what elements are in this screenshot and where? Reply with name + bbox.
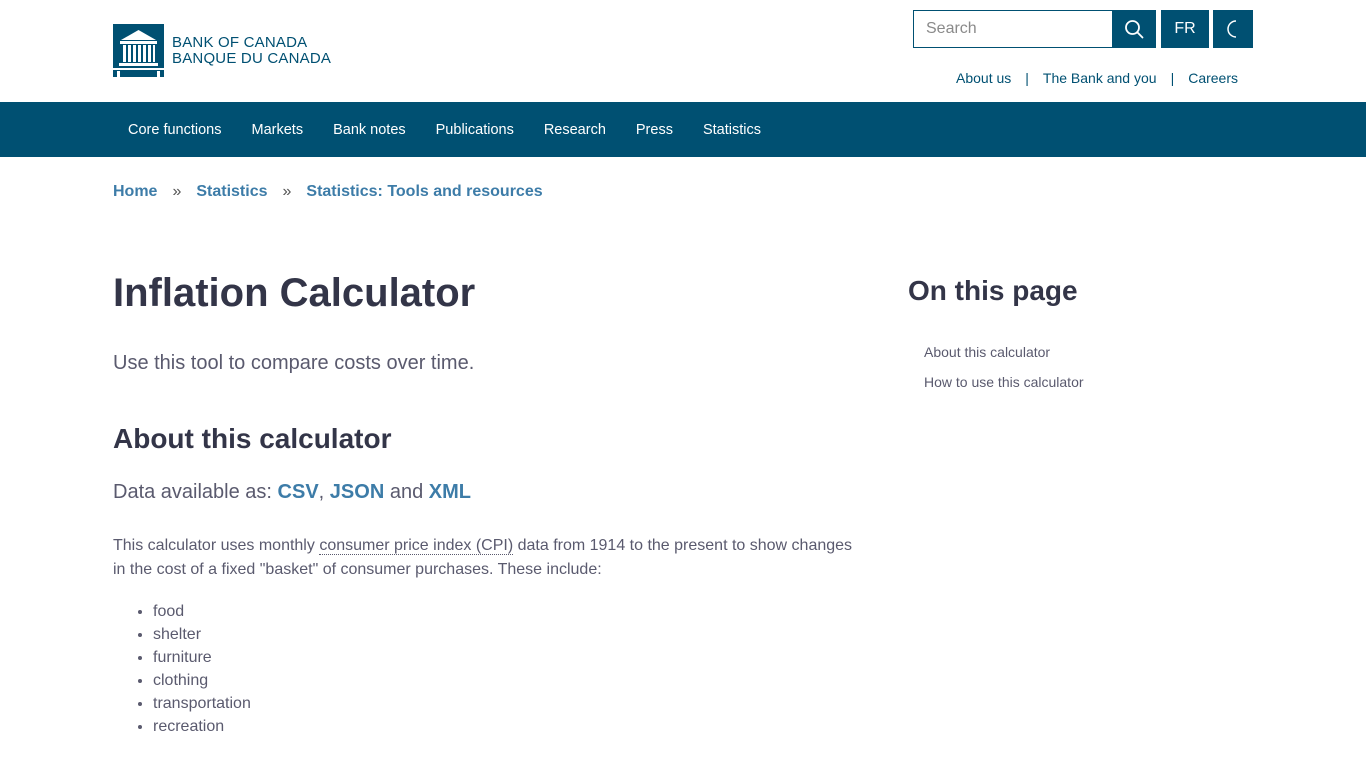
toc-link-about-calculator[interactable]: About this calculator <box>924 344 1051 360</box>
breadcrumb-separator: » <box>172 183 182 200</box>
list-item: • recreation <box>153 715 858 738</box>
page-title: Inflation Calculator <box>113 271 476 315</box>
list-item: • shelter <box>153 623 858 646</box>
description-part-1: This calculator uses monthly <box>113 537 320 554</box>
breadcrumb-statistics[interactable]: Statistics <box>196 183 268 200</box>
list-item: • furniture <box>153 646 858 669</box>
data-link-xml[interactable]: XML <box>428 481 471 503</box>
nav-item-press[interactable]: Press <box>635 121 673 138</box>
basket-list <box>113 600 858 738</box>
search-button[interactable] <box>1112 10 1156 48</box>
on-this-page-item <box>924 367 1248 397</box>
on-this-page-sidebar <box>908 275 1248 397</box>
main-content <box>113 270 858 738</box>
search-input[interactable] <box>913 10 1112 48</box>
data-link-csv[interactable]: CSV <box>277 481 319 503</box>
main-navigation <box>0 102 1366 157</box>
section-title-about: About this calculator <box>113 423 392 454</box>
breadcrumb-separator: » <box>282 183 292 200</box>
nav-item-statistics[interactable]: Statistics <box>702 121 761 138</box>
util-link-bank-and-you[interactable]: The Bank and you <box>1042 70 1157 86</box>
data-link-json[interactable]: JSON <box>329 481 385 503</box>
nav-item-publications[interactable]: Publications <box>435 121 514 138</box>
list-item: • food <box>153 600 858 623</box>
util-separator: | <box>1025 70 1029 86</box>
nav-item-core-functions[interactable]: Core functions <box>128 121 222 138</box>
moon-icon <box>1225 19 1241 39</box>
toc-link-how-to-use[interactable]: How to use this calculator <box>924 374 1084 390</box>
utility-links <box>956 70 1238 86</box>
bank-building-icon <box>113 24 164 77</box>
site-header <box>0 0 1366 102</box>
search-icon <box>1124 19 1144 39</box>
data-comma: , <box>318 481 330 503</box>
data-available-line <box>113 481 858 504</box>
util-link-about-us[interactable]: About us <box>956 70 1012 86</box>
bank-name-en: BANK OF CANADA <box>172 33 308 51</box>
dark-mode-toggle-button[interactable] <box>1213 10 1253 48</box>
bank-name-fr: BANQUE DU CANADA <box>172 49 332 67</box>
bank-logo[interactable] <box>113 24 331 77</box>
list-item: • transportation <box>153 692 858 715</box>
on-this-page-item <box>924 337 1248 367</box>
bank-name <box>172 35 331 67</box>
util-link-careers[interactable]: Careers <box>1188 70 1238 86</box>
data-and: and <box>384 481 429 503</box>
nav-item-markets[interactable]: Markets <box>251 121 304 138</box>
search-form <box>913 10 1156 48</box>
nav-item-bank-notes[interactable]: Bank notes <box>333 121 406 138</box>
description-part-2: data from 1914 to the present to show changes in the cost of a fixed "basket" of consumer purchases. These include: <box>113 537 853 578</box>
page-lead: Use this tool to compare costs over time. <box>113 352 475 374</box>
breadcrumb <box>113 183 543 201</box>
language-toggle-button[interactable]: FR <box>1161 10 1209 48</box>
cpi-abbreviation[interactable]: consumer price index (CPI) <box>319 537 514 554</box>
on-this-page-links <box>908 337 1248 397</box>
breadcrumb-home[interactable]: Home <box>113 183 158 200</box>
data-available-prefix: Data available as: <box>113 481 278 503</box>
calculator-description <box>113 534 858 582</box>
on-this-page-title: On this page <box>908 275 1078 306</box>
breadcrumb-tools-resources[interactable]: Statistics: Tools and resources <box>306 183 543 200</box>
util-separator: | <box>1170 70 1175 86</box>
nav-item-research[interactable]: Research <box>543 121 606 138</box>
list-item: • clothing <box>153 669 858 692</box>
